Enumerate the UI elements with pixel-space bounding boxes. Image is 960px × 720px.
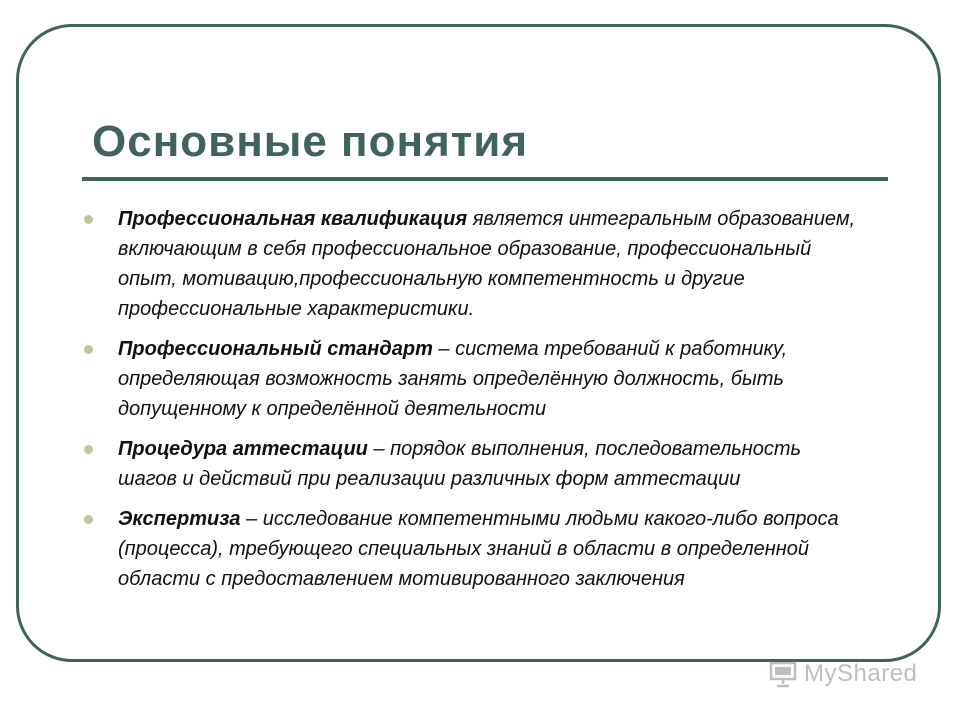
term-label: Профессиональная квалификация [118,208,468,230]
list-item [76,334,856,424]
title-underline [82,177,888,181]
term-label: Процедура аттестации [118,438,368,460]
term-label: Экспертиза [118,508,241,530]
term-definition: является интегральным образованием, включающим в себя профессиональное образование, профессиональный опыт, мотивацию,профессиональную компетентность и другие профессиональные характеристики. [118,208,856,320]
bullet-icon [84,345,93,354]
term-definition: – система требований к работнику, определяющая возможность занять определённую должность, быть допущенному к определённой деятельности [118,338,788,420]
term-label: Профессиональный стандарт [118,338,433,360]
bullet-icon [84,215,93,224]
bullet-icon [84,515,93,524]
watermark-text: MyShared [804,660,918,687]
list-item [76,504,856,594]
term-definition: – исследование компетентными людьми какого-либо вопроса (процесса), требующего специальных знаний в области в определенной области с предоставлением мотивированного заключения [118,508,839,590]
list-item [76,434,856,494]
page-title: Основные понятия [92,117,529,166]
bullet-list [76,204,856,604]
presentation-board-icon [768,659,798,689]
list-item [76,204,856,324]
watermark [768,656,917,692]
bullet-icon [84,445,93,454]
term-definition: – порядок выполнения, последовательность шагов и действий при реализации различных форм аттестации [118,438,802,490]
